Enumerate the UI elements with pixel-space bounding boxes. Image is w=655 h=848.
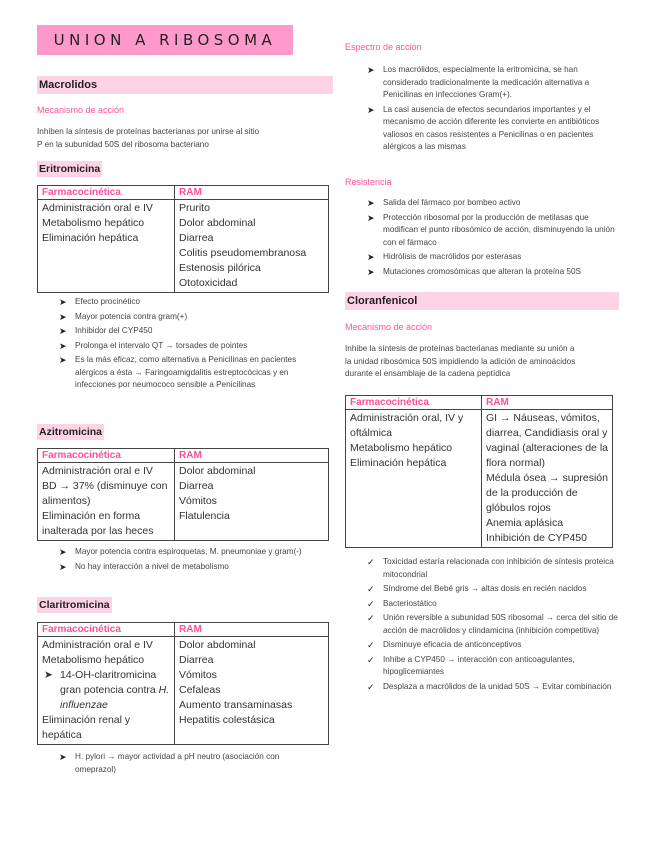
list-item-text: Hidrólisis de macrólidos por esterasas	[383, 252, 522, 261]
arrow-bullet-icon: ➤	[367, 252, 375, 262]
col-farmacocinetica: Farmacocinética	[38, 449, 175, 463]
list-item-text: Síndrome del Bebé gris → altas dosis en recién nacidos	[383, 584, 587, 593]
claritromicina-heading: Claritromicina	[39, 599, 110, 611]
check-icon: ✓	[367, 598, 375, 609]
check-icon: ✓	[367, 640, 375, 650]
check-icon: ✓	[367, 681, 375, 692]
cell-line: Eliminación en forma inalterada por las heces	[42, 510, 154, 537]
cell-line: Metabolismo hepático	[350, 442, 453, 454]
azitromicina-bullets	[57, 546, 307, 575]
list-item	[365, 212, 619, 250]
col-ram: RAM	[175, 186, 329, 200]
cell-line: Dolor abdominal	[179, 465, 256, 477]
list-item-text: Salida del fármaco por bombeo activo	[383, 198, 521, 207]
macrolidos-mecanismo-label: Mecanismo de acción	[37, 105, 125, 115]
cell-line: Hepatitis colestásica	[179, 714, 275, 726]
farmaco-cell	[346, 410, 482, 548]
cloranfenicol-mecanismo-text	[345, 343, 619, 381]
list-item-text: Toxicidad estaría relacionada con inhibición de síntesis proteica mitocondrial	[383, 557, 614, 579]
list-item-text: Inhibe a CYP450 → interacción con anticoagulantes, hipoglicemiantes	[383, 654, 575, 676]
arrow-bullet-icon: ➤	[59, 340, 67, 351]
list-item-text: Disminuye eficacia de anticonceptivos	[383, 640, 522, 649]
cell-line: Administración oral, IV y oftálmica	[350, 412, 464, 439]
list-item-text: La casi ausencia de efectos secundarios importantes y el mecanismo de acción diferente les convierte en antibióticos valiosos en casos resistentes a Penicilinas o en pacientes alérgicos a las mismas	[383, 104, 600, 151]
list-item	[365, 583, 619, 596]
farmaco-cell	[38, 637, 175, 745]
list-item-text: Prolonga el intervalo QT → torsades de pointes	[75, 340, 248, 350]
arrow-bullet-icon: ➤	[59, 297, 67, 307]
list-item	[365, 681, 619, 694]
text-line: la unidad ribosómica 50S impidiendo la adición de aminoácidos	[345, 356, 576, 366]
check-icon: ✓	[367, 654, 375, 665]
list-item-text: Protección ribosomal por la producción de metilasas que modifican el punto ribosómico de acción, disminuyendo la unión con el fármaco	[383, 212, 615, 247]
list-item	[365, 556, 619, 581]
list-item	[365, 251, 619, 264]
check-icon: ✓	[367, 584, 375, 594]
cell-line: Diarrea	[179, 232, 214, 244]
arrow-bullet-icon: ➤	[367, 212, 375, 223]
text-line: Inhiben la síntesis de proteínas bacterianas por unirse al sitio	[37, 127, 260, 136]
arrow-bullet-icon: ➤	[59, 311, 67, 322]
list-item-text: Inhibidor del CYP450	[75, 326, 153, 335]
list-item-text: Mayor potencia contra gram(+)	[75, 311, 188, 321]
cell-line: Estenosis pilórica	[179, 262, 261, 274]
cell-line: Inhibición de CYP450	[486, 532, 587, 544]
farmaco-cell	[38, 200, 175, 293]
resistencia-label: Resistencia	[345, 177, 392, 187]
cell-line: Anemia aplásica	[486, 517, 564, 529]
list-item	[57, 311, 297, 324]
eritromicina-bullets	[57, 296, 297, 394]
arrow-bullet-icon: ➤	[367, 266, 375, 277]
list-item	[365, 639, 619, 652]
arrow-bullet-icon: ➤	[59, 561, 67, 572]
cell-line: Diarrea	[179, 480, 214, 492]
col-ram: RAM	[482, 396, 613, 410]
ram-cell	[175, 200, 329, 293]
farmaco-cell	[38, 463, 175, 541]
arrow-bullet-icon: ➤	[59, 355, 67, 365]
sub-bullet-italic: H. influenzae	[60, 684, 170, 711]
text-line: Inhibe la síntesis de proteínas bacterianas mediante su unión a	[345, 344, 575, 353]
cell-line: Flatulencia	[179, 510, 230, 522]
claritromicina-table	[37, 622, 329, 745]
ram-cell	[482, 410, 613, 548]
list-item	[365, 104, 619, 154]
list-item	[57, 561, 307, 574]
list-item-text: Es la más eficaz, como alternativa a Penicilinas en pacientes alérgicos a ésta → Faringoamigdalitis estreptocócicas y en infecciones por neumococo sensible a Penicilinas	[75, 355, 297, 389]
list-item-text: Mutaciones cromosómicas que alteran la proteína 50S	[383, 266, 581, 276]
cell-line: Metabolismo hepático	[42, 217, 145, 229]
arrow-bullet-icon: ➤	[59, 326, 67, 336]
list-item	[57, 325, 297, 338]
list-item-text: Desplaza a macrólidos de la unidad 50S → Evitar combinación	[383, 681, 612, 691]
azitromicina-heading: Azitromicina	[39, 426, 103, 438]
macrolidos-heading: Macrolidos	[37, 76, 333, 94]
arrow-bullet-icon: ➤	[367, 65, 375, 75]
cell-line: BD → 37% (disminuye con alimentos)	[42, 480, 168, 507]
cell-line: GI → Náuseas, vómitos, diarrea, Candidiasis oral y vaginal (alteraciones de la flora normal)	[486, 412, 608, 469]
cell-line: Dolor abdominal	[179, 639, 256, 651]
check-icon: ✓	[367, 613, 375, 623]
col-ram: RAM	[175, 449, 329, 463]
eritromicina-table	[37, 185, 329, 293]
cell-line: Colitis pseudomembranosa	[179, 247, 307, 259]
list-item-text: H. pylori → mayor actividad a pH neutro (asociación con omeprazol)	[75, 752, 280, 774]
list-item	[365, 654, 619, 679]
cell-line: Prurito	[179, 202, 210, 214]
list-item	[365, 266, 619, 279]
espectro-label: Espectro de acción	[345, 42, 422, 52]
cloranfenicol-mecanismo-label: Mecanismo de acción	[345, 322, 433, 332]
cell-line: Diarrea	[179, 654, 214, 666]
check-icon: ✓	[367, 557, 375, 567]
sub-bullet-text: 14-OH-claritromicina gran potencia contra	[60, 669, 157, 696]
list-item	[57, 296, 297, 309]
list-item	[57, 340, 297, 353]
cell-line: Eliminación hepática	[350, 457, 447, 469]
ram-cell	[175, 637, 329, 745]
cell-line: Cefaleas	[179, 684, 221, 696]
col-ram: RAM	[175, 623, 329, 637]
cell-line: Vómitos	[179, 669, 217, 681]
ram-cell	[175, 463, 329, 541]
eritromicina-heading: Eritromicina	[39, 163, 101, 175]
arrow-bullet-icon: ➤	[44, 669, 53, 681]
resistencia-bullets	[365, 197, 619, 280]
arrow-bullet-icon: ➤	[59, 752, 67, 762]
cell-line: Ototoxicidad	[179, 277, 238, 289]
sub-bullet	[42, 668, 170, 713]
list-item-text: Los macrólidos, especialmente la eritromicina, se han considerado tradicionalmente la medicación alternativa a Penicilinas en infecciones Gram(+).	[383, 65, 590, 99]
col-farmacocinetica: Farmacocinética	[38, 186, 175, 200]
text-line: P en la subunidad 50S del ribosoma bacteriano	[37, 139, 209, 149]
espectro-bullets	[365, 64, 619, 156]
list-item	[57, 546, 307, 559]
text-line: durante el ensamblaje de la cadena peptídica	[345, 369, 511, 378]
cell-line: Administración oral e IV	[42, 639, 153, 651]
list-item	[57, 354, 297, 392]
page-title: UNION A RIBOSOMA	[37, 25, 293, 55]
cloranfenicol-checks	[365, 556, 619, 695]
arrow-bullet-icon: ➤	[367, 198, 375, 208]
list-item	[365, 612, 619, 637]
list-item-text: Mayor potencia contra espiroquetas, M. pneumoniae y gram(-)	[75, 547, 302, 556]
azitromicina-table	[37, 448, 329, 541]
col-farmacocinetica: Farmacocinética	[38, 623, 175, 637]
list-item-text: Unión reversible a subunidad 50S ribosomal → cerca del sitio de acción de macrólidos y clindamicina (inhibición competitiva)	[383, 613, 618, 635]
cell-line: Aumento transaminasas	[179, 699, 293, 711]
list-item-text: Efecto procinético	[75, 297, 141, 306]
list-item	[365, 197, 619, 210]
cloranfenicol-table	[345, 395, 613, 548]
list-item-text: Bacteriostático	[383, 598, 437, 608]
claritromicina-bullets	[57, 751, 307, 778]
macrolidos-mecanismo-text	[37, 126, 333, 151]
list-item-text: No hay interacción a nivel de metabolismo	[75, 561, 229, 571]
col-farmacocinetica: Farmacocinética	[346, 396, 482, 410]
cell-line: Eliminación hepática	[42, 232, 139, 244]
cell-line: Vómitos	[179, 495, 217, 507]
arrow-bullet-icon: ➤	[59, 547, 67, 557]
cell-line: Eliminación renal y hepática	[42, 714, 131, 741]
list-item	[57, 751, 307, 776]
cell-line: Metabolismo hepático	[42, 654, 145, 666]
cell-line: Administración oral e IV	[42, 465, 153, 477]
cell-line: Médula ósea → supresión de la producción de glóbulos rojos	[486, 472, 608, 514]
cloranfenicol-heading: Cloranfenicol	[345, 292, 619, 310]
cell-line: Administración oral e IV	[42, 202, 153, 214]
list-item	[365, 598, 619, 611]
cell-line: Dolor abdominal	[179, 217, 256, 229]
list-item	[365, 64, 619, 102]
arrow-bullet-icon: ➤	[367, 104, 375, 115]
